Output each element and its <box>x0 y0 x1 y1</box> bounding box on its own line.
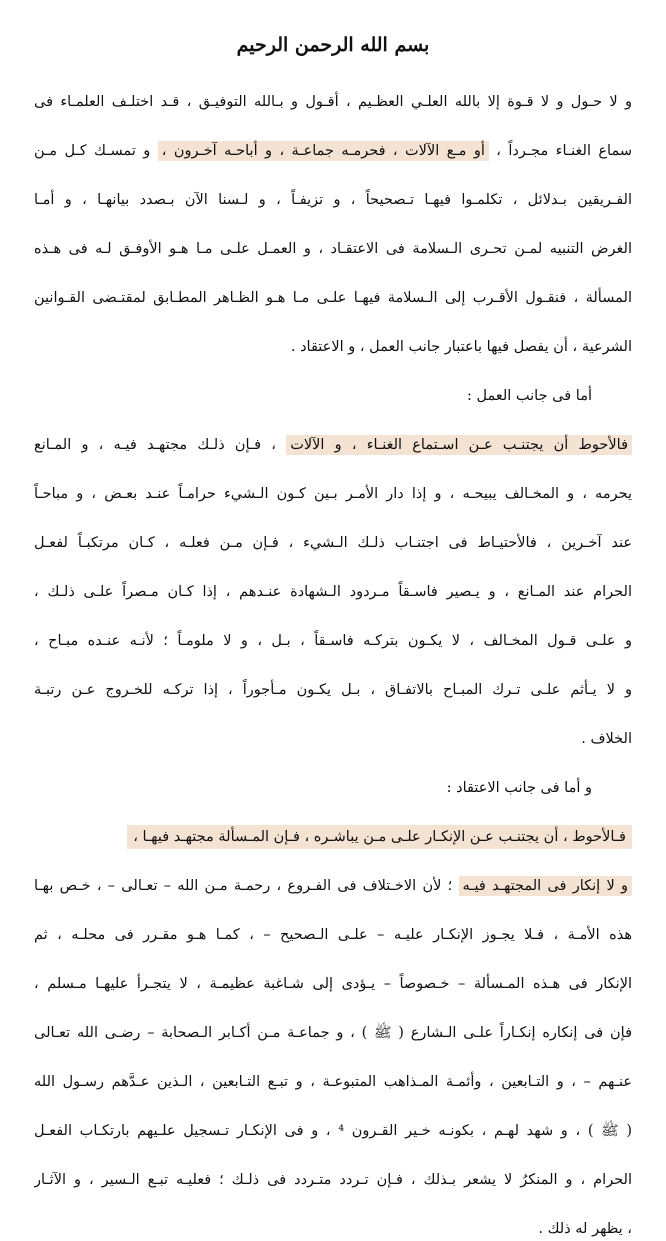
paragraph-3-line-1 <box>34 825 632 849</box>
paragraph-1-line-1: و لا حـول و لا قـوة إلا بالله العلـي العظـيم ، أقـول و بـالله التوفيـق ، قـد اختلـف العلمـاء فى <box>34 94 632 110</box>
paragraph-1 <box>34 90 632 359</box>
paragraph-3-line-2 <box>34 874 632 898</box>
paragraph-2-line-1 <box>34 433 632 457</box>
paragraph-1-line-4: الغرض التنبيه لمـن تحـرى الـسلامة فى الاعتقـاد ، و العمـل علـى مـا هـو الأوفـق لـه فى هـذه <box>34 241 632 257</box>
highlighted-phrase: فالأحوط أن يجتنـب عـن اسـتماع الغنـاء ، و الآلات <box>286 435 632 455</box>
paragraph-1-line-6: الشرعية ، أن يفصل فيها باعتبار جانب العمل ، و الاعتقاد . <box>290 339 632 355</box>
paragraph-3-line-7: ( ﷺ ) ، و شهد لهـم ، بكونـه خـير القـرون ⁴ ، و فى الإنكـار تـسجيل علـيهم بارتكـاب الفعـل <box>34 1123 632 1139</box>
highlighted-phrase: فـالأحوط ، أن يجتنـب عـن الإنكـار علـى مـن يباشـره ، فـإن المـسألة مجتهـد فيهـا ، <box>127 825 632 849</box>
paragraph-1-line-2-start: سماع الغنـاء مجـرداً ، <box>496 143 632 159</box>
paragraph-3-line-5: فإن فى إنكاره إنكـاراً علـى الـشارع ( ﷺ ) ، و جماعـة مـن أكـابر الـصحابة – رضـى الله تعـالى <box>34 1025 632 1041</box>
paragraph-2-line-3: عند آخـرين ، فالأحتيـاط فى اجتنـاب ذلـك الـشيء ، فـإن مـن فعلـه ، كـان مرتكبـاً لفعـل <box>34 535 632 551</box>
paragraph-3-line-9: ، يظهر له ذلك . <box>538 1221 632 1237</box>
paragraph-2-line-2: يحرمه ، و المخـالف يبيحـه ، و إذا دار الأمـر بـين كـون الـشيء حرامـاً عنـد بعـض ، و مباحـاً <box>34 486 632 502</box>
section-heading-belief: و أما فى جانب الاعتقاد : <box>446 780 592 796</box>
paragraph-2 <box>34 433 632 751</box>
paragraph-1-line-2-end: و تمسـك كـل مـن <box>34 143 151 159</box>
paragraph-1-line-2 <box>34 139 632 163</box>
paragraph-3-line-2-end: ؛ لأن الاخـتلاف فى الفـروع ، رحمـة مـن الله – تعـالى – ، خـص بهـا <box>34 878 453 894</box>
paragraph-3 <box>34 825 632 1241</box>
paragraph-2-line-5: و علـى قـول المخـالف ، لا يكـون بتركـه فاسـقاً ، بـل ، و لا ملومـاً ؛ لأنـه عنـده مبـاح ، <box>34 633 632 649</box>
page-title: بسم الله الرحمن الرحيم <box>236 34 430 56</box>
paragraph-2-line-6: و لا يـأثم علـى تـرك المبـاح بالاتفـاق ، بـل يكـون مـأجوراً ، إذا تركـه للخـروج عـن رتبـة <box>34 682 632 698</box>
paragraph-1-line-5: المسألة ، فنقـول الأقـرب إلى الـسلامة فيهـا علـى مـا هـو الظـاهر المطـابق لمقتـضى القـوانين <box>34 290 632 306</box>
highlighted-phrase: أو مـع الآلات ، فحرمـه جماعـة ، و أباحـه آخـرون ، <box>158 141 489 161</box>
paragraph-2-line-1-end: ، فـإن ذلـك مجتهـد فيـه ، و المـانع <box>34 437 276 453</box>
paragraph-3-line-6: عنـهم – ، و التـابعين ، وأئمـة المـذاهب المتبوعـة ، و تبـع التـابعين ، الـذين عـدَّهم رسـول الله <box>34 1074 632 1090</box>
paragraph-1-line-3: الفـريقين بـدلائل ، تكلمـوا فيهـا تـصحيحاً ، و تزيفـاً ، و لـسنا الآن بـصدد بيانهـا ، و أمـا <box>34 192 632 208</box>
paragraph-3-line-4: الإنكار فى هـذه المـسألة – خـصوصاً – يـؤدى إلى شـاغبة عظيمـة ، لا يتجـرأ عليهـا مـسلم ، <box>34 976 632 992</box>
paragraph-2-line-7: الخلاف . <box>581 731 632 747</box>
section-heading-action: أما فى جانب العمل : <box>466 388 592 404</box>
paragraph-3-line-8: الحرام ، و المنكرُ لا يشعر بـذلك ، فـإن تـردد متـردد فى ذلـك ؛ فعليـه تبـع الـسير ، و الآثـار <box>34 1172 632 1188</box>
highlighted-phrase: و لا إنكار فى المجتهـد فيـه <box>459 876 633 896</box>
paragraph-3-line-3: هذه الأمـة ، فـلا يجـوز الإنكـار عليـه – علـى الـصحيح – ، كمـا هـو مقـرر فى محلـه ، ثم <box>34 927 632 943</box>
paragraph-2-line-4: الحرام عند المـانع ، و يـصير فاسـقاً مـردود الـشهادة عنـدهم ، إذا كـان مـصراً علـى ذلـك ، <box>34 584 632 600</box>
